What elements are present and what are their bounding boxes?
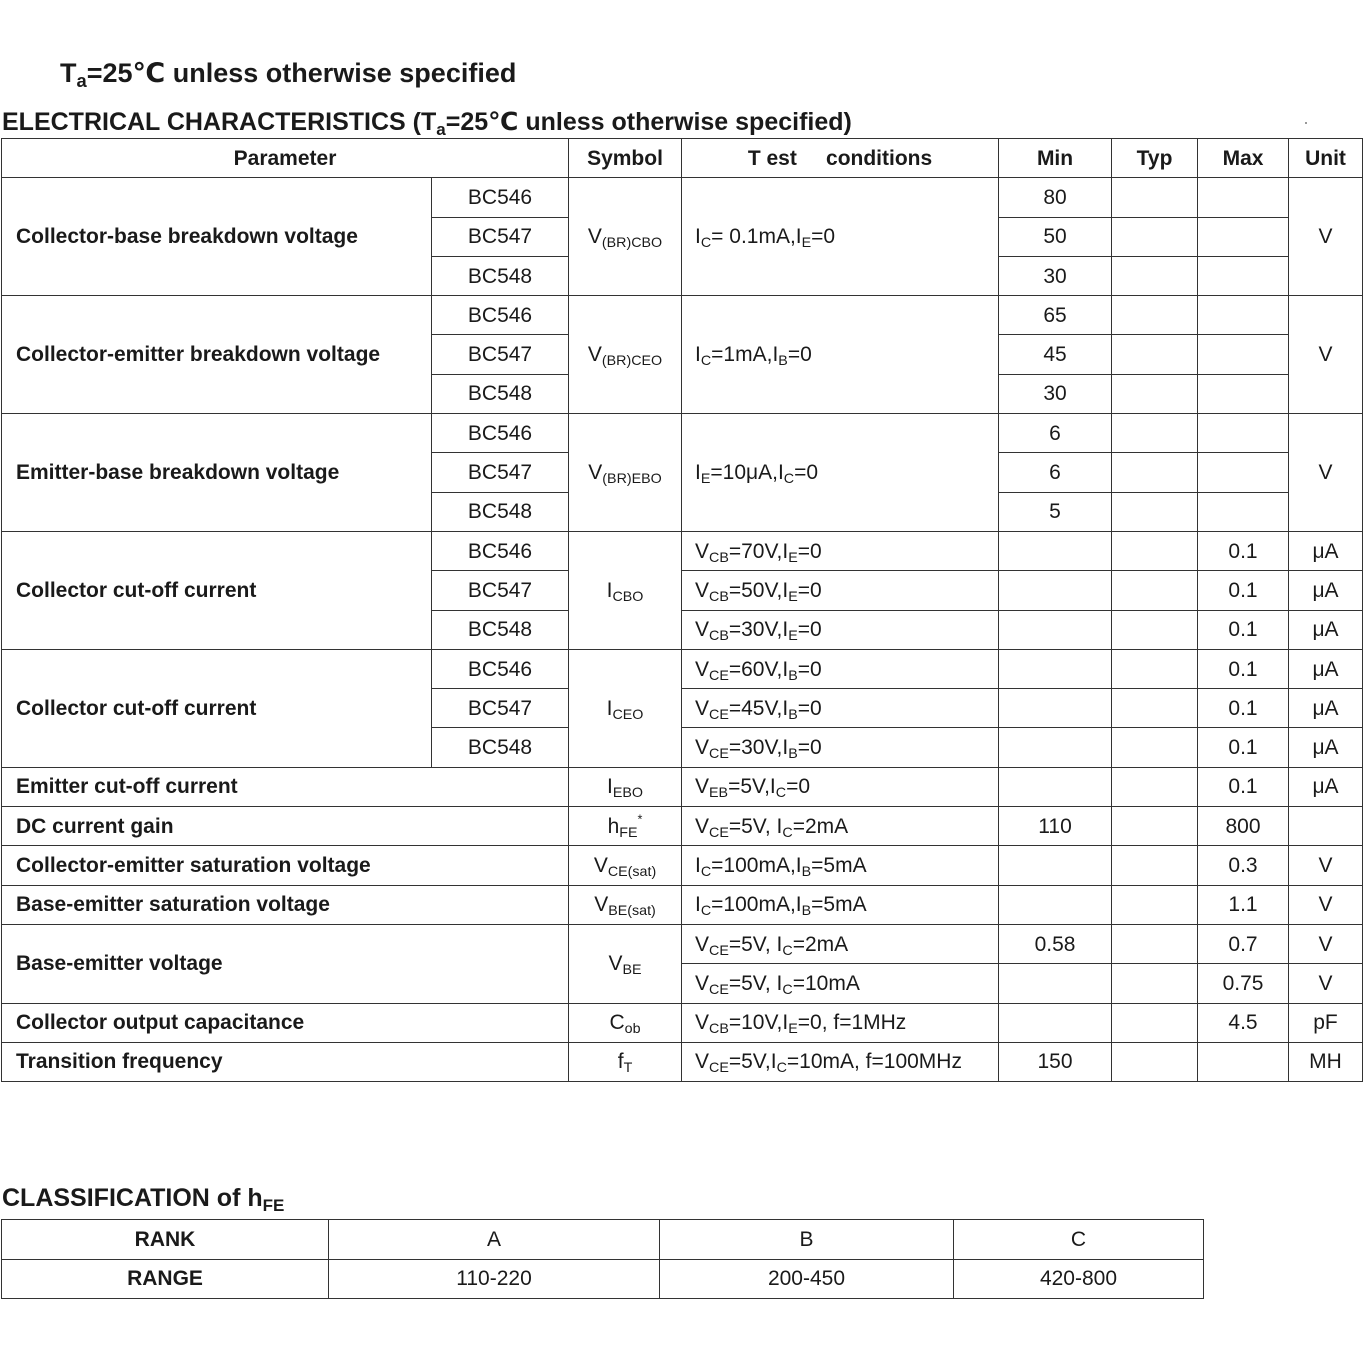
- typ-cell: [1112, 610, 1198, 649]
- unit-cell: μA: [1289, 531, 1363, 570]
- symbol-cell: $V_{(BR)CBO}$: [569, 178, 682, 296]
- typ-cell: [1112, 689, 1198, 728]
- max-cell: [1198, 256, 1289, 295]
- device-type-cell: BC548: [432, 492, 569, 531]
- device-type-cell: BC546: [432, 649, 569, 688]
- symbol-cell: $V_{(BR)EBO}$: [569, 414, 682, 532]
- range-row: [2, 1259, 1204, 1299]
- test-condition-cell: $I_C= 0.1mA,I_E=0$: [682, 178, 999, 296]
- typ-cell: [1112, 964, 1198, 1003]
- typ-cell: [1112, 767, 1198, 806]
- unit-cell: V: [1289, 846, 1363, 885]
- min-cell: 30: [999, 374, 1112, 413]
- min-cell: [999, 846, 1112, 885]
- rank-cell: A: [329, 1220, 660, 1260]
- symbol-cell: $C_{ob}$: [569, 1003, 682, 1042]
- test-condition-cell: $V_{CE}=45V,I_B=0$: [682, 689, 999, 728]
- header-row: [2, 139, 1363, 178]
- rank-row: [2, 1220, 1204, 1260]
- test-condition-cell: $I_E=10\mu A,I_C=0$: [682, 414, 999, 532]
- max-cell: [1198, 178, 1289, 217]
- unit-cell: MH: [1289, 1042, 1363, 1081]
- max-cell: [1198, 335, 1289, 374]
- unit-cell: μA: [1289, 571, 1363, 610]
- typ-cell: [1112, 924, 1198, 963]
- electrical-characteristics-table: [1, 138, 1363, 1082]
- test-condition-cell: $V_{CE}=5V$, $I_C=2mA$: [682, 924, 999, 963]
- max-cell: 0.3: [1198, 846, 1289, 885]
- min-cell: 6: [999, 453, 1112, 492]
- device-type-cell: BC548: [432, 610, 569, 649]
- rank-label: RANK: [2, 1220, 329, 1260]
- min-cell: 45: [999, 335, 1112, 374]
- test-condition-cell: $V_{CB}=50V,I_E=0$: [682, 571, 999, 610]
- typ-cell: [1112, 217, 1198, 256]
- max-cell: [1198, 1042, 1289, 1081]
- symbol-cell: $V_{BE(sat)}$: [569, 885, 682, 924]
- ambient-temperature-note: $T_a=25℃$ unless otherwise specified: [60, 58, 517, 92]
- device-type-cell: BC546: [432, 531, 569, 570]
- typ-cell: [1112, 571, 1198, 610]
- range-cell: 420-800: [954, 1259, 1204, 1299]
- device-type-cell: BC547: [432, 217, 569, 256]
- typ-cell: [1112, 649, 1198, 688]
- max-cell: 0.7: [1198, 924, 1289, 963]
- max-cell: 1.1: [1198, 885, 1289, 924]
- typ-cell: [1112, 374, 1198, 413]
- parameter-cell: Collector cut-off current: [2, 649, 432, 767]
- speck: [1305, 122, 1307, 124]
- typ-cell: [1112, 885, 1198, 924]
- table-row: [2, 649, 1363, 688]
- table-row: [2, 1003, 1363, 1042]
- min-cell: [999, 610, 1112, 649]
- device-type-cell: BC548: [432, 374, 569, 413]
- min-cell: [999, 885, 1112, 924]
- table-row: [2, 178, 1363, 217]
- parameter-cell: Collector-base breakdown voltage: [2, 178, 432, 296]
- symbol-cell: $V_{BE}$: [569, 924, 682, 1003]
- test-condition-cell: $V_{CE}=30V,I_B=0$: [682, 728, 999, 767]
- rank-cell: B: [660, 1220, 954, 1260]
- max-cell: 0.1: [1198, 610, 1289, 649]
- typ-cell: [1112, 728, 1198, 767]
- header-unit: Unit: [1289, 139, 1363, 178]
- device-type-cell: BC546: [432, 296, 569, 335]
- device-type-cell: BC547: [432, 689, 569, 728]
- device-type-cell: BC547: [432, 571, 569, 610]
- max-cell: [1198, 296, 1289, 335]
- min-cell: 50: [999, 217, 1112, 256]
- unit-cell: μA: [1289, 610, 1363, 649]
- min-cell: 0.58: [999, 924, 1112, 963]
- parameter-cell: Base-emitter saturation voltage: [2, 885, 569, 924]
- test-condition-cell: $V_{CB}=30V,I_E=0$: [682, 610, 999, 649]
- classification-title: CLASSIFICATION of $h_{FE}$: [2, 1184, 285, 1215]
- typ-cell: [1112, 531, 1198, 570]
- test-condition-cell: $V_{EB}=5V,I_C=0$: [682, 767, 999, 806]
- typ-cell: [1112, 846, 1198, 885]
- parameter-cell: Emitter-base breakdown voltage: [2, 414, 432, 532]
- parameter-cell: Collector-emitter saturation voltage: [2, 846, 569, 885]
- symbol-cell: $I_{CEO}$: [569, 649, 682, 767]
- typ-cell: [1112, 296, 1198, 335]
- min-cell: [999, 649, 1112, 688]
- table-row: [2, 414, 1363, 453]
- typ-cell: [1112, 807, 1198, 846]
- parameter-cell: Collector-emitter breakdown voltage: [2, 296, 432, 414]
- test-condition-cell: $V_{CB}=70V,I_E=0$: [682, 531, 999, 570]
- min-cell: 6: [999, 414, 1112, 453]
- parameter-cell: Transition frequency: [2, 1042, 569, 1081]
- symbol-cell: $I_{CBO}$: [569, 531, 682, 649]
- table-body: [2, 178, 1363, 1082]
- min-cell: [999, 728, 1112, 767]
- test-condition-cell: $I_C=100mA,I_B=5mA$: [682, 846, 999, 885]
- max-cell: 4.5: [1198, 1003, 1289, 1042]
- typ-cell: [1112, 453, 1198, 492]
- min-cell: [999, 571, 1112, 610]
- unit-cell: μA: [1289, 649, 1363, 688]
- header-parameter: Parameter: [2, 139, 569, 178]
- max-cell: [1198, 453, 1289, 492]
- test-condition-cell: $V_{CE}=60V,I_B=0$: [682, 649, 999, 688]
- typ-cell: [1112, 335, 1198, 374]
- test-condition-cell: $V_{CE}=5V$, $I_C=10mA$: [682, 964, 999, 1003]
- device-type-cell: BC546: [432, 178, 569, 217]
- range-label: RANGE: [2, 1259, 329, 1299]
- parameter-cell: Collector cut-off current: [2, 531, 432, 649]
- max-cell: [1198, 217, 1289, 256]
- max-cell: [1198, 492, 1289, 531]
- table-row: [2, 767, 1363, 806]
- table-row: [2, 1042, 1363, 1081]
- electrical-characteristics-title: ELECTRICAL CHARACTERISTICS ($T_a=25℃$ unless otherwise specified): [2, 108, 852, 139]
- header-max: Max: [1198, 139, 1289, 178]
- range-cell: 200-450: [660, 1259, 954, 1299]
- unit-cell: μA: [1289, 767, 1363, 806]
- max-cell: 0.75: [1198, 964, 1289, 1003]
- max-cell: 0.1: [1198, 689, 1289, 728]
- max-cell: [1198, 414, 1289, 453]
- header-test-conditions: T est conditions: [682, 139, 999, 178]
- typ-cell: [1112, 1042, 1198, 1081]
- test-condition-cell: $V_{CE}=5V,I_C=10mA$, f=100MHz: [682, 1042, 999, 1081]
- table-row: [2, 296, 1363, 335]
- typ-cell: [1112, 178, 1198, 217]
- device-type-cell: BC547: [432, 335, 569, 374]
- max-cell: 800: [1198, 807, 1289, 846]
- table-row: [2, 531, 1363, 570]
- symbol-cell: $I_{EBO}$: [569, 767, 682, 806]
- min-cell: [999, 964, 1112, 1003]
- symbol-cell: $V_{(BR)CEO}$: [569, 296, 682, 414]
- min-cell: 150: [999, 1042, 1112, 1081]
- unit-cell: V: [1289, 414, 1363, 532]
- test-condition-cell: $V_{CB}=10V,I_E=0$, f=1MHz: [682, 1003, 999, 1042]
- min-cell: 80: [999, 178, 1112, 217]
- range-cell: 110-220: [329, 1259, 660, 1299]
- unit-cell: V: [1289, 885, 1363, 924]
- symbol-cell: $V_{CE(sat)}$: [569, 846, 682, 885]
- rank-cell: C: [954, 1220, 1204, 1260]
- device-type-cell: BC547: [432, 453, 569, 492]
- unit-cell: V: [1289, 296, 1363, 414]
- unit-cell: V: [1289, 964, 1363, 1003]
- max-cell: 0.1: [1198, 728, 1289, 767]
- min-cell: [999, 689, 1112, 728]
- header-min: Min: [999, 139, 1112, 178]
- min-cell: [999, 767, 1112, 806]
- min-cell: 110: [999, 807, 1112, 846]
- min-cell: [999, 1003, 1112, 1042]
- unit-cell: V: [1289, 178, 1363, 296]
- device-type-cell: BC548: [432, 728, 569, 767]
- hfe-classification-table: [1, 1219, 1204, 1299]
- unit-cell: pF: [1289, 1003, 1363, 1042]
- max-cell: 0.1: [1198, 531, 1289, 570]
- typ-cell: [1112, 492, 1198, 531]
- typ-cell: [1112, 1003, 1198, 1042]
- test-condition-cell: $I_C=100mA,I_B=5mA$: [682, 885, 999, 924]
- table-row: [2, 846, 1363, 885]
- min-cell: 30: [999, 256, 1112, 295]
- typ-cell: [1112, 256, 1198, 295]
- max-cell: 0.1: [1198, 649, 1289, 688]
- table-row: [2, 807, 1363, 846]
- parameter-cell: Base-emitter voltage: [2, 924, 569, 1003]
- unit-cell: [1289, 807, 1363, 846]
- header-symbol: Symbol: [569, 139, 682, 178]
- min-cell: 65: [999, 296, 1112, 335]
- unit-cell: μA: [1289, 728, 1363, 767]
- max-cell: 0.1: [1198, 571, 1289, 610]
- device-type-cell: BC546: [432, 414, 569, 453]
- parameter-cell: Emitter cut-off current: [2, 767, 569, 806]
- parameter-cell: Collector output capacitance: [2, 1003, 569, 1042]
- min-cell: [999, 531, 1112, 570]
- device-type-cell: BC548: [432, 256, 569, 295]
- max-cell: [1198, 374, 1289, 413]
- table-row: [2, 924, 1363, 963]
- max-cell: 0.1: [1198, 767, 1289, 806]
- typ-cell: [1112, 414, 1198, 453]
- min-cell: 5: [999, 492, 1112, 531]
- test-condition-cell: $V_{CE}=5V$, $I_C=2mA$: [682, 807, 999, 846]
- unit-cell: μA: [1289, 689, 1363, 728]
- parameter-cell: DC current gain: [2, 807, 569, 846]
- symbol-cell: $h_{FE}^*$: [569, 807, 682, 846]
- header-typ: Typ: [1112, 139, 1198, 178]
- test-condition-cell: $I_C=1mA,I_B=0$: [682, 296, 999, 414]
- unit-cell: V: [1289, 924, 1363, 963]
- symbol-cell: $f_T$: [569, 1042, 682, 1081]
- table-row: [2, 885, 1363, 924]
